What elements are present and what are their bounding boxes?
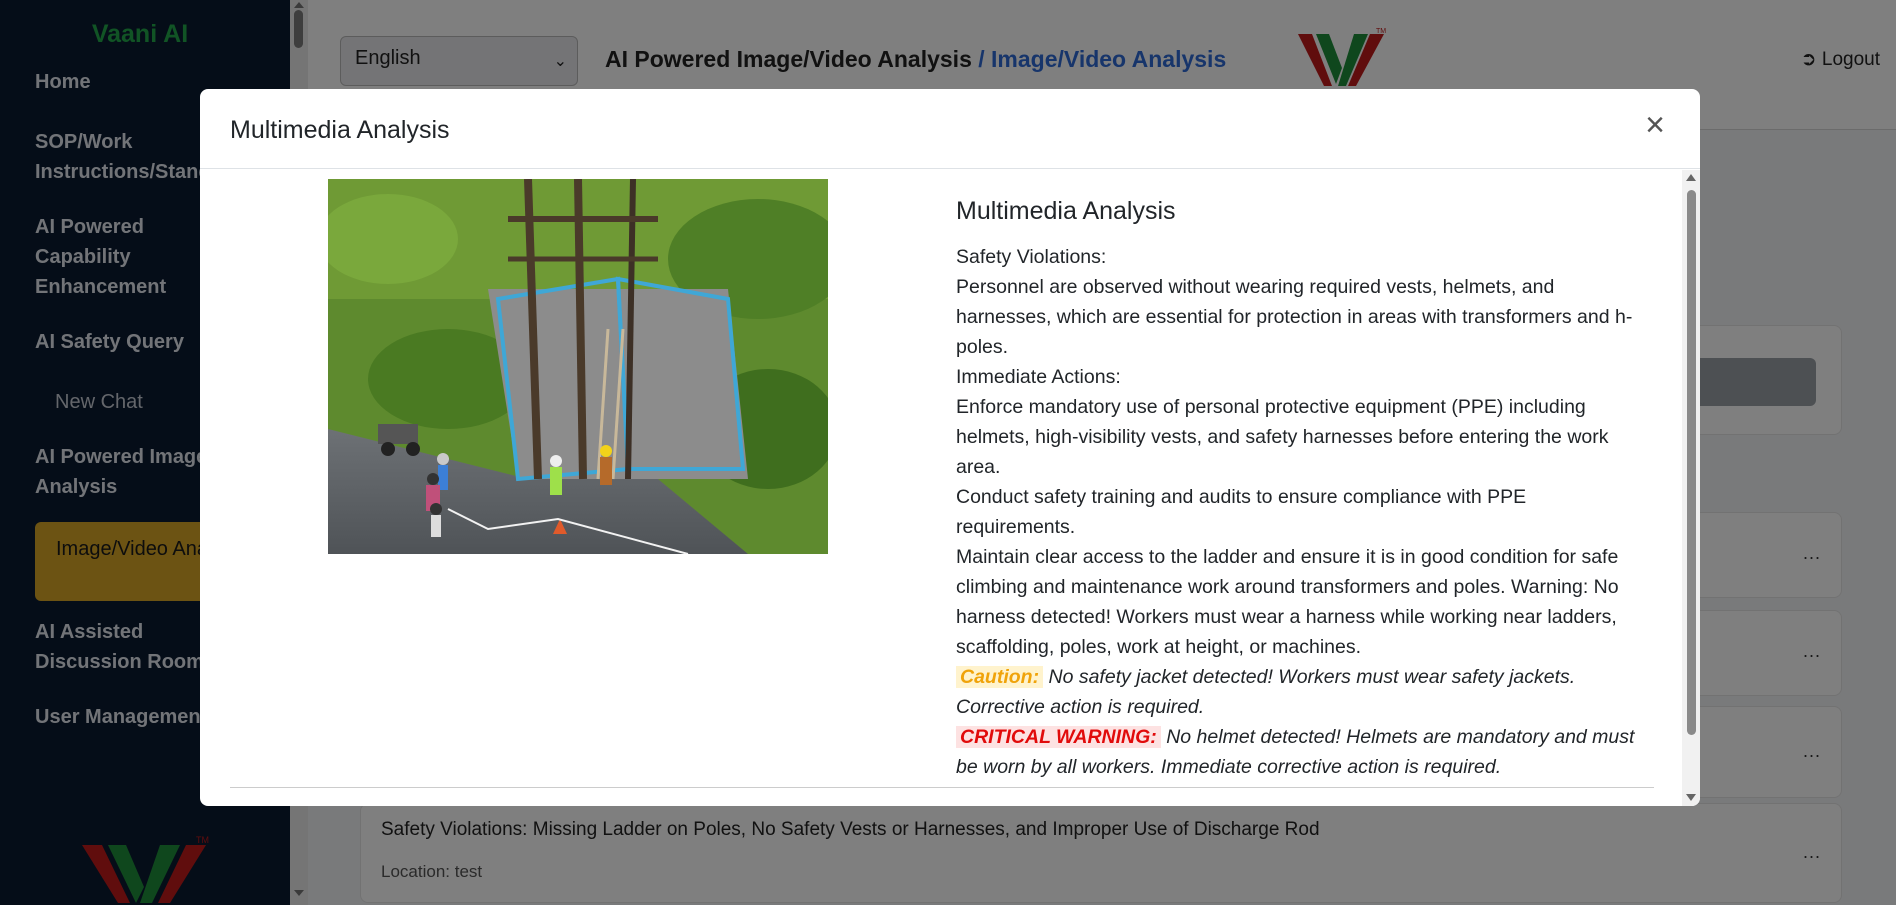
analysis-heading: Multimedia Analysis	[956, 197, 1176, 225]
modal-body	[200, 170, 1700, 806]
caution-badge: Caution:	[956, 666, 1043, 688]
close-icon[interactable]: ×	[1645, 106, 1665, 144]
multimedia-analysis-modal	[200, 89, 1700, 806]
action-item: Enforce mandatory use of personal protective equipment (PPE) including helmets, high-visibility vests, and safety harnesses before entering the work area.	[956, 396, 1609, 478]
analysis-text	[956, 196, 1646, 782]
violations-label: Safety Violations:	[956, 246, 1107, 268]
critical-alert	[956, 722, 1646, 782]
modal-divider	[230, 787, 1654, 788]
violations-text: Personnel are observed without wearing required vests, helmets, and harnesses, which are essential for protection in areas with transformers and h-poles.	[956, 276, 1633, 358]
modal-header	[200, 89, 1700, 169]
critical-text: No helmet detected! Helmets are mandatory and must be worn by all workers. Immediate corrective action is required.	[956, 726, 1635, 778]
caution-alert	[956, 662, 1646, 722]
caution-text: No safety jacket detected! Workers must wear safety jackets. Corrective action is required.	[956, 666, 1576, 718]
action-item: Conduct safety training and audits to ensure compliance with PPE requirements.	[956, 486, 1527, 538]
action-item: Maintain clear access to the ladder and ensure it is in good condition for safe climbing and maintenance work around transformers and poles. Warning: No harness detected! Workers must wear a harness while working near ladders, scaffolding, poles, work at height, or machines.	[956, 546, 1619, 658]
analyzed-image	[328, 179, 828, 554]
modal-title: Multimedia Analysis	[230, 116, 450, 144]
critical-badge: CRITICAL WARNING:	[956, 726, 1161, 748]
modal-scrollbar[interactable]	[1682, 170, 1700, 806]
actions-label: Immediate Actions:	[956, 366, 1121, 388]
